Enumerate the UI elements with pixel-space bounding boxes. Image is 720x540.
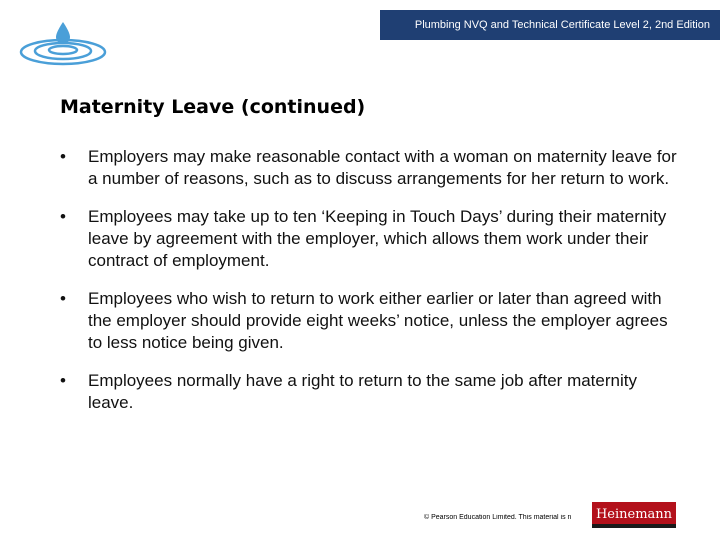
- bullet-marker: •: [60, 207, 66, 226]
- slide-title: Maternity Leave (continued): [60, 96, 366, 118]
- bullet-text: Employers may make reasonable contact with a woman on maternity leave for a number of reasons, such as to discuss arrangements for her return to work.: [88, 147, 677, 188]
- bullet-text: Employees normally have a right to return to the same job after maternity leave.: [88, 371, 637, 412]
- publisher-logo: Heinemann: [592, 502, 676, 528]
- bullet-marker: •: [60, 147, 66, 166]
- header-banner: Plumbing NVQ and Technical Certificate Level 2, 2nd Edition: [380, 10, 720, 40]
- bullet-marker: •: [60, 371, 66, 390]
- bullet-list: [60, 146, 680, 430]
- bullet-item: [60, 370, 680, 414]
- bullet-item: [60, 206, 680, 272]
- bullet-item: [60, 146, 680, 190]
- bullet-item: [60, 288, 680, 354]
- bullet-text: Employees may take up to ten ‘Keeping in Touch Days’ during their maternity leave by agreement with the employer, which allows them work under their contract of employment.: [88, 207, 667, 270]
- copyright-notice: © Pearson Education Limited. This material is n: [424, 514, 572, 521]
- water-drop-logo-icon: [18, 20, 108, 68]
- bullet-text: Employees who wish to return to work either earlier or later than agreed with the employer should provide eight weeks’ notice, unless the employer agrees to less notice being given.: [88, 289, 668, 352]
- bullet-marker: •: [60, 289, 66, 308]
